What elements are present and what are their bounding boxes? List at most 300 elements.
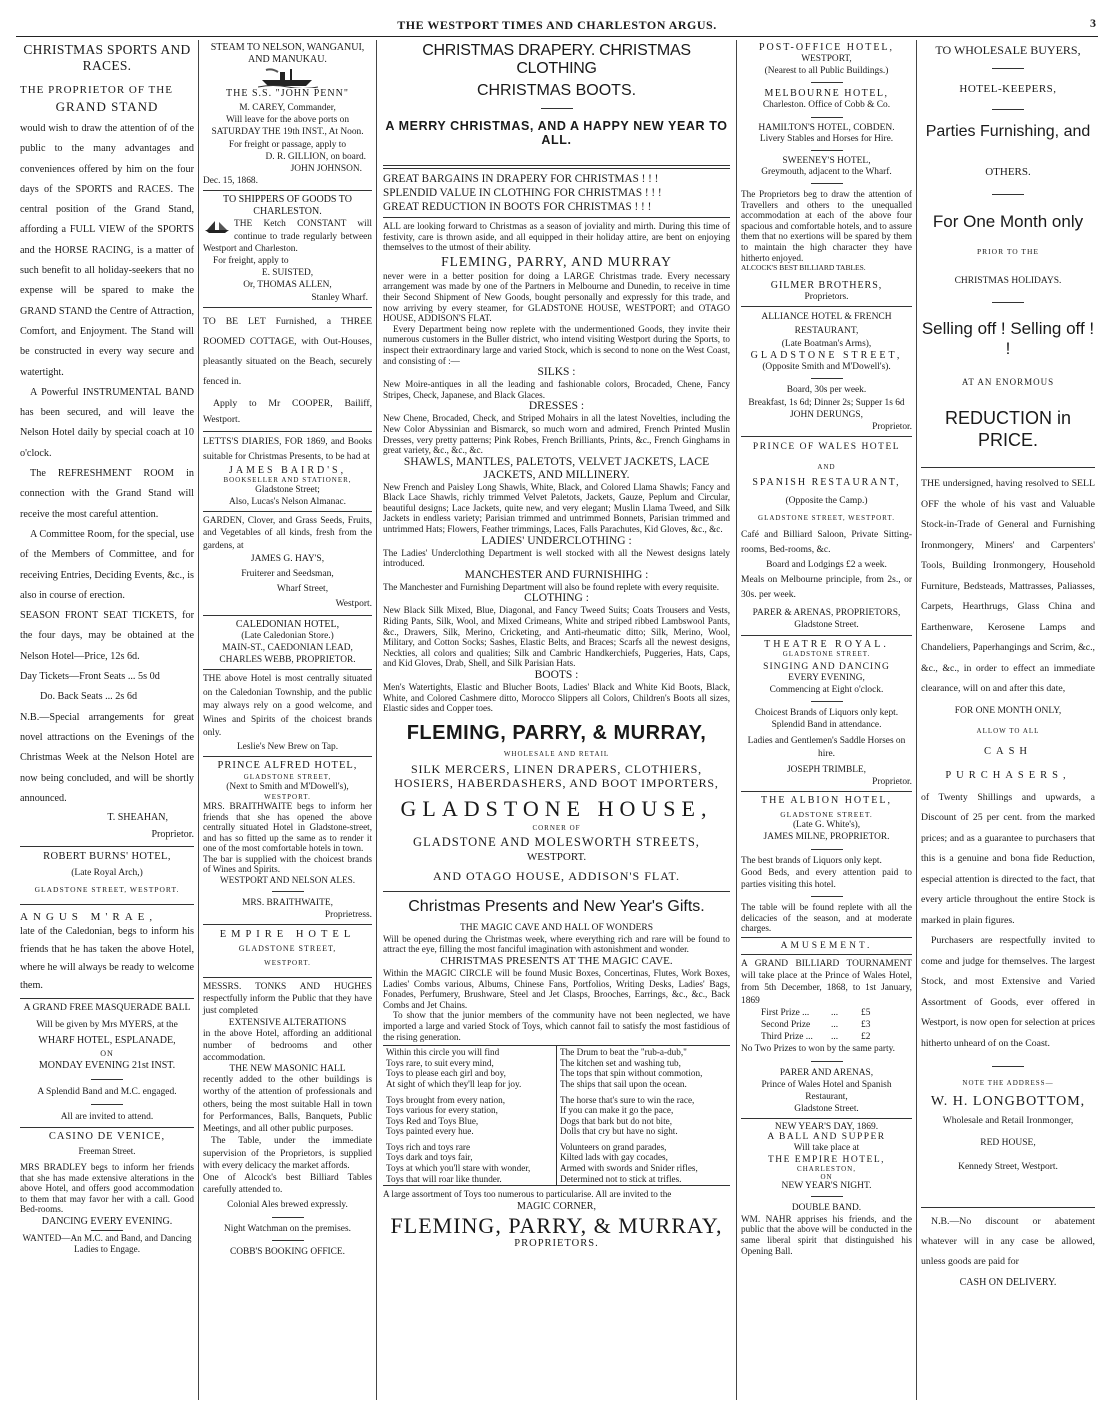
- ad-signature: T. SHEAHAN,: [107, 812, 168, 824]
- ad-venue: THE EMPIRE HOTEL,: [767, 1154, 886, 1165]
- ad-brand: FLEMING, PARRY, & MURRAY,: [406, 721, 707, 744]
- ad-body: Westport.: [335, 598, 372, 609]
- ad-heading: HAMILTON'S HOTEL, COBDEN.: [758, 122, 895, 133]
- ad-bargain: GREAT REDUCTION IN BOOTS FOR CHRISTMAS ! ! !: [383, 201, 652, 213]
- ad-shippers-charleston: [203, 194, 372, 303]
- prize-list: [741, 1007, 912, 1044]
- divider: [811, 117, 843, 118]
- poem-line: The tops that spin without commotion,: [560, 1068, 703, 1079]
- divider: [992, 68, 1024, 69]
- ad-body: Charleston. Office of Cobb & Co.: [762, 100, 891, 111]
- divider: [992, 302, 1024, 303]
- ad-heading: CASINO DE VENICE,: [48, 1131, 166, 1143]
- ad-body: of Twenty Shillings and upwards, a Discount of 25 per cent. from the marked prices; and as a guarantee to purchasers that this is a genuine and bona fide Reduction, especial attention is directed to the fact, that every article throughout the entire Stock is marked in plain figures.: [921, 791, 1095, 926]
- ad-address: GLADSTONE STREET,: [243, 772, 332, 781]
- poem-line: If you can make it go the pace,: [560, 1105, 674, 1116]
- ad-name: JOSEPH TRIMBLE,: [786, 764, 866, 775]
- ad-caledonian-hotel: [203, 619, 372, 753]
- divider: [541, 108, 573, 109]
- ad-body: recently added to the other buildings is worthy of the attention of professionals and others, being the most suitable Hall in town for Performances, Balls, Banquets, Public Meetings, and all other public purposes.: [203, 1075, 372, 1135]
- ad-heading: CHRISTMAS SPORTS AND RACES.: [23, 42, 191, 73]
- ad-body: Commencing at Eight o'clock.: [769, 684, 884, 695]
- ad-body: WESTPORT AND NELSON ALES.: [219, 875, 356, 886]
- divider: [741, 436, 912, 437]
- ad-angus-mrae: [20, 911, 194, 995]
- divider: [20, 1127, 194, 1128]
- ad-subheading: Freeman Street.: [78, 1146, 136, 1157]
- ad-body: DOUBLE BAND.: [791, 1202, 862, 1213]
- ad-on: ON: [100, 1049, 114, 1059]
- ad-address: WESTPORT.: [264, 792, 311, 801]
- poem-line: Toys painted every hue.: [386, 1126, 474, 1137]
- ad-bargain: SPLENDID VALUE IN CLOTHING FOR CHRISTMAS ! ! !: [383, 187, 662, 199]
- ad-name: PARER AND ARENAS,: [779, 1067, 874, 1078]
- ad-body: Café and Billiard Saloon, Private Sitting-rooms, Bed-rooms, &c.: [741, 530, 912, 556]
- ad-body: WANTED—An M.C. and Band, and Dancing Ladies to Engage.: [22, 1233, 192, 1254]
- ad-body: MRS. BRAITHWAITE begs to inform her friends that she has opened the above centrally situated Hotel in Gladstone-street, and has so fitted up the same as to render it one of the most comfortable hotels in town.: [203, 800, 372, 854]
- ad-body: A Committee Room, for the special, use of the Members of Committee, and for receiving Entries, Deciding Events, &c., is also in course of erection.: [20, 528, 194, 601]
- divider: [383, 217, 730, 218]
- ad-signature-title: Proprietor.: [872, 777, 912, 788]
- ad-body: One of Alcock's best Billiard Tables carefully attended to.: [203, 1172, 372, 1196]
- ad-body: A Splendid Band and M.C. engaged.: [37, 1087, 177, 1098]
- ad-heading: A BALL AND SUPPER: [767, 1132, 886, 1143]
- poem-line: Toys at which you'll stare with wonder,: [386, 1163, 531, 1174]
- ad-body: No Two Prizes to won by the same party.: [741, 1044, 896, 1055]
- ad-heading: MELBOURNE HOTEL,: [764, 88, 889, 100]
- page-number: 3: [1090, 16, 1096, 30]
- ad-body: Meals on Melbourne principle, from 2s., or 30s. per week.: [741, 575, 912, 601]
- ad-subheading: GRAND STAND: [55, 99, 159, 114]
- steamship-icon: [258, 66, 318, 88]
- ad-body: Choicest Brands of Liquors only kept. Splendid Band in attendance.: [754, 708, 899, 731]
- divider: [91, 1104, 123, 1105]
- poem-line: Toys brought from every nation,: [386, 1094, 506, 1105]
- ad-body: A GRAND BILLIARD TOURNAMENT will take place at the Prince of Wales Hotel, from 5th December, 1868, to 1st January, 1869: [741, 959, 912, 1006]
- ad-body: For freight, apply to: [213, 256, 289, 267]
- divider: [811, 183, 843, 184]
- ad-heading: CASH PURCHASERS,: [945, 745, 1071, 781]
- ad-body: Will take place at: [793, 1143, 860, 1154]
- divider: [203, 756, 372, 757]
- ad-body: Or, THOMAS ALLEN,: [243, 280, 332, 291]
- divider: [741, 635, 912, 636]
- prize-row: [761, 1031, 912, 1043]
- divider: [203, 190, 372, 191]
- ad-body: Within the MAGIC CIRCLE will be found Music Boxes, Concertinas, Flutes, Work Boxes, Ladies' Combs various, Albums, Chinese Fans, Portfolios, Writing Desks, Ladies' Bags, Fonades, Perfumery, Brushware, Steel and Jet Clasps, Brooches, Earrings, &c., &c., Back Combs and Jet Chains.: [383, 967, 730, 1010]
- divider: [91, 1230, 123, 1231]
- ad-prince-alfred-hotel: [203, 760, 372, 921]
- ketch-icon: [203, 220, 231, 234]
- ad-address: GLADSTONE STREET.: [782, 649, 871, 658]
- ad-body: New Moire-antiques in all the leading and fashionable colors, Brocaded, Chene, Fancy Stripes, Check, Japanese, and Black Glaces.: [383, 379, 730, 400]
- divider: [20, 904, 194, 905]
- ad-venue: RED HOUSE,: [980, 1138, 1036, 1148]
- ad-new-years-ball: [741, 1122, 912, 1256]
- poem-line: Volunteers on grand parades,: [560, 1141, 667, 1152]
- ad-address: GLADSTONE STREET, WESTPORT.: [758, 514, 895, 523]
- ad-venue: WHARF HOTEL, ESPLANADE,: [38, 1035, 176, 1047]
- ad-body: would wish to draw the attention of of the public to the many advantages and conveniences offered by him on the four days of the SPORTS and RACES. The central position of the Grand Stand, affording a FULL VIEW of the SPORTS and the HORSE RACING, is a matter of such benefit to all holiday-seekers that no expense will be spared to make the GRAND STAND the Centre of Attraction, Comfort, and Enjoyment. The Stand will be constructed in every way secure and watertight.: [20, 123, 194, 378]
- ad-christmas-sports: [20, 42, 194, 843]
- ad-body: The Table, under the immediate supervision of the Proprietors, is supplied with every delicacy the market affords.: [203, 1136, 372, 1171]
- ad-body: Every Department being now replete with the undermentioned Goods, they invite their numerous customers in the Buller district, who intend visiting Westport during the Sports, to inspect their extraordinary large and varied Stock, which is second to none on the West Coast, and consisting of :—: [383, 323, 730, 366]
- prize-row: [761, 1007, 912, 1019]
- column-4: [737, 40, 916, 1400]
- ad-section-head: CLOTHING :: [524, 592, 589, 605]
- ad-body: EXTENSIVE ALTERATIONS: [228, 1017, 347, 1028]
- poem-line: Within this circle you will find: [386, 1047, 500, 1058]
- prize-dots: ...: [831, 1020, 839, 1031]
- ad-body: Will be given by Mrs MYERS, at the: [36, 1020, 178, 1031]
- ad-body: M. CAREY, Commander,: [239, 103, 336, 113]
- ad-body: ALCOCK'S BEST BILLIARD TABLES.: [741, 263, 866, 273]
- ad-body: Stanley Wharf.: [311, 292, 368, 303]
- ad-fleming-parry-murray: [383, 42, 730, 1249]
- ad-body: The Proprietors beg to draw the attention of Travellers and others to the unequalled accommodation at each of the above four spacious and comfortable hotels, and to assure them that no exertions will be spared by them to maintain the high character they have hitherto enjoyed.: [741, 189, 912, 263]
- ad-body: Colonial Ales brewed expressly.: [227, 1200, 348, 1211]
- ad-body: (Opposite the Camp.): [785, 496, 868, 507]
- ad-body: A large assortment of Toys too numerous to particularise. All are invited to the: [383, 1189, 672, 1200]
- ad-body: CHARLES WEBB, PROPRIETOR.: [219, 655, 356, 666]
- ad-body: New French and Paisley Long Shawls, White, Black, and Colored Llama Shawls; Fancy and Black Lace Shawls, richly trimmed Velvet Paletots, Jackets, Gauze, Peplum and Circular, beautiful designs; Lace Jackets, quite new, and very elegant; Muslin Llama Tweed, and Silk Jackets in endless variety; Parisian trimmed and untrimmed Bonnets, Parisian trimmed and untrimmed Hats; Flowers, Feather trimmings, Laces, Falls Parachutes, Kid Gloves, &c., &c.: [383, 481, 730, 535]
- poem-line: The horse that's sure to win the race,: [560, 1094, 695, 1105]
- ad-name: MRS. BRAITHWAITE,: [242, 897, 333, 908]
- prize-label: First Prize ...: [761, 1007, 810, 1018]
- ad-body: THE undersigned, having resolved to SELL OFF the whole of his vast and Valuable Stock-in-Trade of General and Furnishing Ironmongery, Miners' and Carpenters' Tools, Building Ironmongery, Household Furniture, Bedsteads, Mattrasses, Paliasses, Carpets, Hearthrugs, Glass China and Earthenware, Kerosene Lamps and Chandeliers, Paperhangings and Scrim, &c., &c., &c., in order to effect an immediate clearance, will on and after this date,: [921, 478, 1095, 694]
- ad-to-be-let: [203, 312, 372, 428]
- ad-subheading: CHRISTMAS HOLIDAYS.: [954, 276, 1062, 286]
- ad-body: (Late Caledonian Store.): [241, 630, 334, 641]
- ad-body: Greymouth, adjacent to the Wharf.: [761, 166, 892, 177]
- prize-amount: £3: [861, 1020, 871, 1031]
- ad-body: N.B.—Special arrangements for great novel attractions on the Evenings of the Christmas Week at the Nelson Hotel are now being concluded, and will be shortly announced.: [20, 711, 194, 804]
- ad-body: LETTS'S DIARIES, FOR 1869, and Books suitable for Christmas Presents, to be had at: [203, 436, 372, 462]
- ad-body: (Next to Smith and M'Dowell's),: [226, 781, 349, 792]
- ad-longbottom-selling-off: [921, 42, 1095, 1294]
- ad-address: GLADSTONE STREET,: [750, 350, 903, 362]
- ad-heading: A GRAND FREE MASQUERADE BALL: [23, 1002, 191, 1014]
- prize-label: Third Prize ...: [761, 1032, 813, 1043]
- ad-prince-of-wales-hotel: [741, 440, 912, 631]
- ad-body: The REFRESHMENT ROOM in connection with the Grand Stand will receive the most careful attention.: [20, 468, 194, 520]
- ad-body: Night Watchman on the premises.: [224, 1223, 351, 1234]
- ad-heading: CHRISTMAS BOOTS.: [476, 82, 637, 99]
- ad-address: GLADSTONE STREET.: [780, 810, 873, 820]
- ad-name: JAMES G. HAY'S,: [250, 553, 325, 564]
- column-5: [917, 40, 1099, 1400]
- ad-body: GARDEN, Clover, and Grass Seeds, Fruits, and Vegetables of all kinds, fresh from the gardens, at: [203, 516, 372, 551]
- poem-line: Toys dark and toys fair,: [386, 1152, 473, 1163]
- ad-body: MRS BRADLEY begs to inform her friends that she has made extensive alterations in the above Hotel, and offers good accommodation to them that may favor her with a call. Good Bed-rooms.: [20, 1162, 194, 1215]
- ad-body: THE NEW MASONIC HALL: [229, 1064, 346, 1075]
- ad-heading: THE ALBION HOTEL,: [761, 795, 892, 807]
- poem-line: Toys rare, to suit every mind,: [386, 1057, 494, 1068]
- divider: [811, 701, 843, 702]
- ad-heading: CALEDONIAN HOTEL,: [235, 618, 340, 630]
- poem-line: Toys that will roar like thunder.: [386, 1173, 502, 1184]
- ad-heading: Parties Furnishing, and: [925, 123, 1091, 140]
- ad-body: Prince of Wales Hotel and Spanish Restaurant,: [761, 1079, 892, 1103]
- ad-body: DANCING EVERY EVENING.: [41, 1216, 173, 1228]
- ad-body: Also, Lucas's Nelson Almanac.: [228, 497, 347, 508]
- ad-heading: ANGUS M'RAE,: [20, 911, 158, 924]
- poem-line: Toys various for every station,: [386, 1105, 498, 1116]
- column-3: [377, 40, 736, 1400]
- ad-trade: BOOKSELLER AND STATIONER,: [223, 475, 352, 484]
- divider: [992, 109, 1024, 110]
- ad-body: Will be opened during the Christmas week, where everything rich and rare will be found to attract the eye, filling the most fanciful imagination with astonishment and wonder.: [383, 933, 730, 955]
- ad-steam-to-nelson: [203, 42, 372, 187]
- ad-body: AND: [817, 463, 836, 472]
- poem-line: The ships that sail upon the ocean.: [560, 1078, 687, 1089]
- ad-house-name: GLADSTONE HOUSE,: [400, 795, 713, 821]
- ad-section-head: LADIES' UNDERCLOTHING :: [481, 534, 632, 547]
- ad-body: WM. NAHR apprises his friends, and the public that the above will be conducted in the same liberal spirit that distinguished his Opening Ball.: [741, 1213, 912, 1256]
- ad-subheading: PRIOR TO THE: [976, 247, 1039, 256]
- divider: [811, 378, 843, 379]
- ad-heading: EMPIRE HOTEL: [219, 929, 356, 941]
- ad-price-line: Day Tickets—Front Seats ... 5s 0d: [20, 671, 160, 683]
- ad-body: Men's Watertights, Elastic and Blucher Boots, Ladies' Black and White Kid Boots, Black, White, and Colored Cashmere ditto, Morocco Slippers all Colors, Children's Boots all sizes, Elastic sides and Copper toes.: [383, 682, 730, 714]
- divider: [203, 924, 372, 925]
- ad-body: All are invited to attend.: [60, 1112, 154, 1123]
- ad-body: (Opposite Smith and M'Dowell's).: [762, 362, 891, 373]
- divider: [811, 1196, 843, 1197]
- ad-body: Apply to Mr COOPER, Bailiff, Westport.: [203, 397, 372, 425]
- ad-body: The Manchester and Furnishing Department will also be found replete with every requisite.: [383, 581, 720, 592]
- poem-line: Dogs that bark but do not bite,: [560, 1115, 673, 1126]
- ad-signature-title: Proprietor.: [872, 421, 912, 432]
- ad-heading: ROBERT BURNS' HOTEL,: [43, 851, 171, 863]
- ad-heading: SPANISH RESTAURANT,: [752, 477, 901, 489]
- ad-albion-hotel: [741, 795, 912, 934]
- ad-body: A Powerful INSTRUMENTAL BAND has been secured, and will leave the Nelson Hotel daily by special coach at 10 o'clock.: [20, 386, 194, 459]
- ad-body: Board, 30s per week.: [786, 385, 867, 396]
- ad-body: THE above Hotel is most centrally situated on the Caledonian Township, and the public may always rely on a good welcome, and Wines and Spirits of the choicest brands only.: [203, 674, 372, 739]
- ad-heading: THEATRE ROYAL.: [764, 638, 889, 650]
- ad-body: (Late Boatman's Arms),: [781, 338, 872, 349]
- ad-brand: FLEMING, PARRY, & MURRAY,: [390, 1212, 723, 1238]
- ad-body: Livery Stables and Horses for Hire.: [759, 133, 894, 144]
- poem-line: Dolls that cry but have no sight.: [560, 1126, 678, 1137]
- ad-address: GLADSTONE STREET,: [238, 944, 337, 954]
- ad-heading: For One Month only: [932, 212, 1084, 231]
- prize-row: [761, 1019, 912, 1031]
- ad-bargain: GREAT BARGAINS IN DRAPERY FOR CHRISTMAS ! ! !: [383, 173, 659, 185]
- ad-body: THE Ketch CONSTANT will continue to trade regularly between Westport and Charleston.: [203, 219, 372, 254]
- divider: [272, 1217, 304, 1218]
- ad-name: JAMES MILNE, PROPRIETOR.: [763, 832, 890, 843]
- ad-closing: CASH ON DELIVERY.: [959, 1277, 1057, 1288]
- ad-body: Leslie's New Brew on Tap.: [236, 741, 339, 752]
- ad-body: Breakfast, 1s 6d; Dinner 2s; Supper 1s 6d: [748, 397, 905, 408]
- divider: [811, 150, 843, 151]
- column-2: [199, 40, 376, 1400]
- ad-body: SEASON FRONT SEAT TICKETS, for the four days, may be obtained at the Nelson Hotel—Price, 12s 6d.: [20, 610, 194, 662]
- divider: [741, 954, 912, 955]
- ad-heading: TO WHOLESALE BUYERS,: [935, 43, 1081, 57]
- ad-body: in the above Hotel, affording an additional number of bedrooms and other accommodation.: [203, 1028, 372, 1064]
- ad-body: New Chene, Brocaded, Check, and Striped Mohairs in all the latest Novelties, including the New Color Abyssinian and Bismarck, so much worn and admired, French Printed Muslin Dresses, very pretty patterns; Pink Robes, French Brilliants, Prints, &c., French Ginghams in great variety, &c., &c., &c.: [383, 413, 730, 456]
- ad-subheading: NOTE THE ADDRESS—: [962, 1079, 1054, 1087]
- ad-address: Gladstone Street.: [794, 1104, 859, 1115]
- poem-line: Determined not to stick at trifles.: [560, 1173, 682, 1184]
- divider: [20, 846, 194, 847]
- ad-body: TO BE LET Furnished, a THREE ROOMED COTTAGE, with Out-Houses, pleasantly situated on the Beach, securely fenced in.: [203, 315, 372, 387]
- ad-trade: SILK MERCERS, LINEN DRAPERS, CLOTHIERS, HOSIERS, HABERDASHERS, AND BOOT IMPORTERS,: [394, 761, 719, 790]
- ad-body: E. SUISTED,: [261, 268, 314, 279]
- ad-heading: CHRISTMAS DRAPERY. CHRISTMAS CLOTHING: [422, 42, 691, 77]
- divider: [272, 891, 304, 892]
- divider: [203, 307, 372, 308]
- divider: [203, 615, 372, 616]
- ad-firm-name: FLEMING, PARRY, AND MURRAY: [441, 253, 672, 269]
- ad-heading: Christmas Presents and New Year's Gifts.: [408, 897, 705, 915]
- prize-amount: £5: [861, 1007, 871, 1018]
- ad-body: never were in a better position for doing a LARGE Christmas trade. Every necessary arrangement was made by one of the Partners in Melbourne and Dunedin, to receive in time their Second Shipment of New Goods, bought personally and expressly for this trade, and now arriving by every steamer, for GLADSTONE HOUSE, WESTPORT; and OTAGO HOUSE, ADDISON'S FLAT.: [383, 270, 730, 324]
- ad-address: CHARLESTON,: [797, 1164, 856, 1173]
- ad-body: MESSRS. TONKS AND HUGHES respectfully inform the Public that they have just completed: [203, 982, 372, 1017]
- column-1: [16, 40, 198, 1400]
- poem-left: [383, 1046, 556, 1185]
- divider: [383, 165, 730, 169]
- ad-venue: MAGIC CORNER,: [517, 1200, 596, 1212]
- poem-line: Toys rich and toys rare: [386, 1141, 471, 1152]
- ad-heading: ALLIANCE HOTEL & FRENCH RESTAURANT,: [761, 311, 892, 336]
- ad-subheading: ALLOW TO ALL: [976, 726, 1040, 735]
- ad-body: For freight or passage, apply to: [228, 139, 347, 150]
- ad-banner: A MERRY CHRISTMAS, AND A HAPPY NEW YEAR TO ALL.: [385, 119, 728, 147]
- ad-body: Purchasers are respectfully invited to come and judge for themselves. The largest Stock, and most Extensive and Varied Assortment of Goods, ever offered in Westport, is now open for selection at prices hitherto unheard of on the Coast.: [921, 935, 1095, 1049]
- divider: [203, 511, 372, 512]
- divider: [203, 431, 372, 432]
- ad-alliance-hotel: [741, 310, 912, 433]
- ad-date: NEW YEAR'S NIGHT.: [781, 1180, 872, 1191]
- ad-subheading: AT AN ENORMOUS: [961, 377, 1055, 387]
- divider: [91, 1079, 123, 1080]
- ad-body: (Late G. White's),: [792, 820, 861, 831]
- prize-dots: ...: [831, 1032, 839, 1043]
- poem-line: Armed with swords and Snider rifles,: [560, 1163, 698, 1174]
- divider: [992, 1066, 1024, 1067]
- divider: [741, 1118, 912, 1119]
- ad-body: SINGING AND DANCING: [763, 661, 890, 672]
- divider: [20, 998, 194, 999]
- ad-address: Gladstone Street.: [794, 620, 859, 631]
- ad-signature-title: Proprietress.: [324, 909, 372, 920]
- ad-address: GLADSTONE AND MOLESWORTH STREETS,: [413, 834, 700, 849]
- ad-lead: THE PROPRIETOR OF THE: [20, 84, 173, 96]
- ad-heading: AMUSEMENT.: [780, 941, 873, 952]
- ad-body: The bar is supplied with the choicest brands of Wines and Spirits.: [203, 853, 372, 875]
- ad-body: (Nearest to all Public Buildings.): [764, 66, 889, 77]
- divider: [811, 1061, 843, 1062]
- ad-address: WESTPORT.: [526, 850, 587, 863]
- ad-body: late of the Caledonian, begs to inform his friends that he has taken the above Hotel, where he will always be ready to welcome them.: [20, 926, 194, 992]
- ad-name: GILMER BROTHERS,: [770, 279, 883, 291]
- poem-line: The Drum to beat the "rub-a-dub,": [560, 1047, 687, 1058]
- ad-body: The best brands of Liquors only kept.: [741, 855, 882, 866]
- ad-signature-title: PROPRIETORS.: [514, 1237, 599, 1249]
- ad-empire-hotel: [203, 929, 372, 1258]
- prize-amount: £2: [861, 1032, 871, 1043]
- ad-ship-name: THE S.S. "JOHN PENN": [226, 88, 349, 99]
- ad-section-head: DRESSES :: [528, 400, 585, 413]
- ad-trade: Wholesale and Retail Ironmonger,: [942, 1116, 1074, 1126]
- ad-body: Will leave for the above ports on SATURDAY THE 19th INST., At Noon.: [211, 115, 364, 138]
- ad-heading: PRINCE OF WALES HOTEL: [752, 442, 901, 453]
- poem-right: [556, 1046, 730, 1185]
- masthead: [16, 14, 1098, 37]
- ad-body: MAIN-ST., CAEDONIAN LEAD,: [222, 643, 353, 654]
- ad-casino-de-venice: [20, 1131, 194, 1254]
- divider: [272, 1240, 304, 1241]
- ad-name: PARER & ARENAS, PROPRIETORS,: [752, 608, 901, 619]
- ad-subheading: FOR ONE MONTH ONLY,: [954, 705, 1062, 716]
- ad-corner: CORNER OF: [532, 823, 581, 832]
- ad-name: JOHN DERUNGS,: [790, 409, 863, 420]
- ad-address: WESTPORT,: [801, 54, 852, 64]
- ad-section-head: SHAWLS, MANTLES, PALETOTS, VELVET JACKETS, LACE JACKETS, AND MILLINERY.: [403, 455, 710, 481]
- ad-subheading: CHRISTMAS PRESENTS AT THE MAGIC CAVE.: [440, 954, 673, 967]
- poem-line: At sight of which they'll leap for joy.: [386, 1078, 522, 1089]
- divider: [741, 937, 912, 938]
- ad-body: N.B.—No discount or abatement whatever will in any case be allowed, unless goods are paid for: [921, 1216, 1095, 1267]
- ad-masquerade-ball: [20, 1002, 194, 1124]
- toy-poem: [383, 1045, 730, 1186]
- ad-body: New Black Silk Mixed, Blue, Diagonal, and Fancy Tweed Suits; Coats Trousers and Vests, Riding Pants, Silk, Wool, and Mixed Crimeans, White and striped ribbed Lambswool Pants, &c., Drawers, Silk, Merino, Cricketing, and Anti-rheumatic ditto; Silk, Merino, Wool, Military, and Cotton Socks; Sashes, Elastic Belts, and Braces; Scarfs all the newest designs, Neckties, all colors and qualities; Silk and Cambric Handkerchiefs, Puggeries, Hats, Caps, and Kid Gloves, Drab, Shell, and Silk Parisian Hats.: [383, 605, 730, 669]
- ad-name: W. H. LONGBOTTOM,: [930, 1094, 1086, 1109]
- divider: [921, 467, 1095, 468]
- ad-address: WESTPORT.: [264, 959, 311, 968]
- ad-body: Wharf Street,: [276, 583, 329, 594]
- ad-hotels-group: [741, 42, 912, 303]
- ad-heading: HOTEL-KEEPERS,: [959, 83, 1057, 95]
- divider: [741, 306, 912, 307]
- ad-address: Kennedy Street, Westport.: [958, 1162, 1058, 1172]
- prize-dots: ...: [831, 1007, 839, 1018]
- divider: [992, 194, 1024, 195]
- divider: [811, 896, 843, 897]
- ad-signature-title: Proprietor.: [151, 829, 194, 841]
- ad-subheading: (Late Royal Arch,): [71, 868, 143, 879]
- ad-theatre-royal: [741, 639, 912, 789]
- ad-subheading: THE MAGIC CAVE AND HALL OF WONDERS: [460, 922, 653, 933]
- ad-heading: SWEENEY'S HOTEL,: [782, 155, 871, 166]
- ad-garden-seeds: [203, 515, 372, 612]
- ad-date: Dec. 15, 1868.: [203, 176, 258, 187]
- ad-body: Good Beds, and every attention paid to parties visiting this hotel.: [741, 867, 912, 891]
- ad-body: ALL are looking forward to Christmas as a season of joviality and mirth. During this time of festivity, care is thrown aside, and all equipped in their holiday attire, are bent on enjoying themselves to the utmost of their ability.: [383, 221, 730, 253]
- ad-body: COBB'S BOOKING OFFICE.: [230, 1246, 345, 1257]
- ad-section-head: BOOTS :: [534, 669, 579, 681]
- divider: [811, 849, 843, 850]
- divider: [921, 1207, 1095, 1208]
- ad-letts-diaries: [203, 435, 372, 508]
- divider: [741, 791, 912, 792]
- ad-body: Fruiterer and Seedsman,: [241, 568, 334, 579]
- ad-heading: Selling off ! Selling off ! !: [921, 319, 1095, 358]
- ad-body: Gladstone Street;: [255, 484, 320, 495]
- ad-body: Ladies and Gentlemen's Saddle Horses on hire.: [747, 736, 906, 759]
- ad-name: JAMES BAIRD'S,: [228, 464, 347, 476]
- divider: [203, 669, 372, 670]
- poem-line: Toys to please each girl and boy,: [386, 1068, 506, 1079]
- prize-label: Second Prize: [761, 1020, 811, 1031]
- ad-heading: REDUCTION in PRICE.: [944, 408, 1071, 450]
- poem-line: Kilted lads with gay cocades,: [560, 1152, 668, 1163]
